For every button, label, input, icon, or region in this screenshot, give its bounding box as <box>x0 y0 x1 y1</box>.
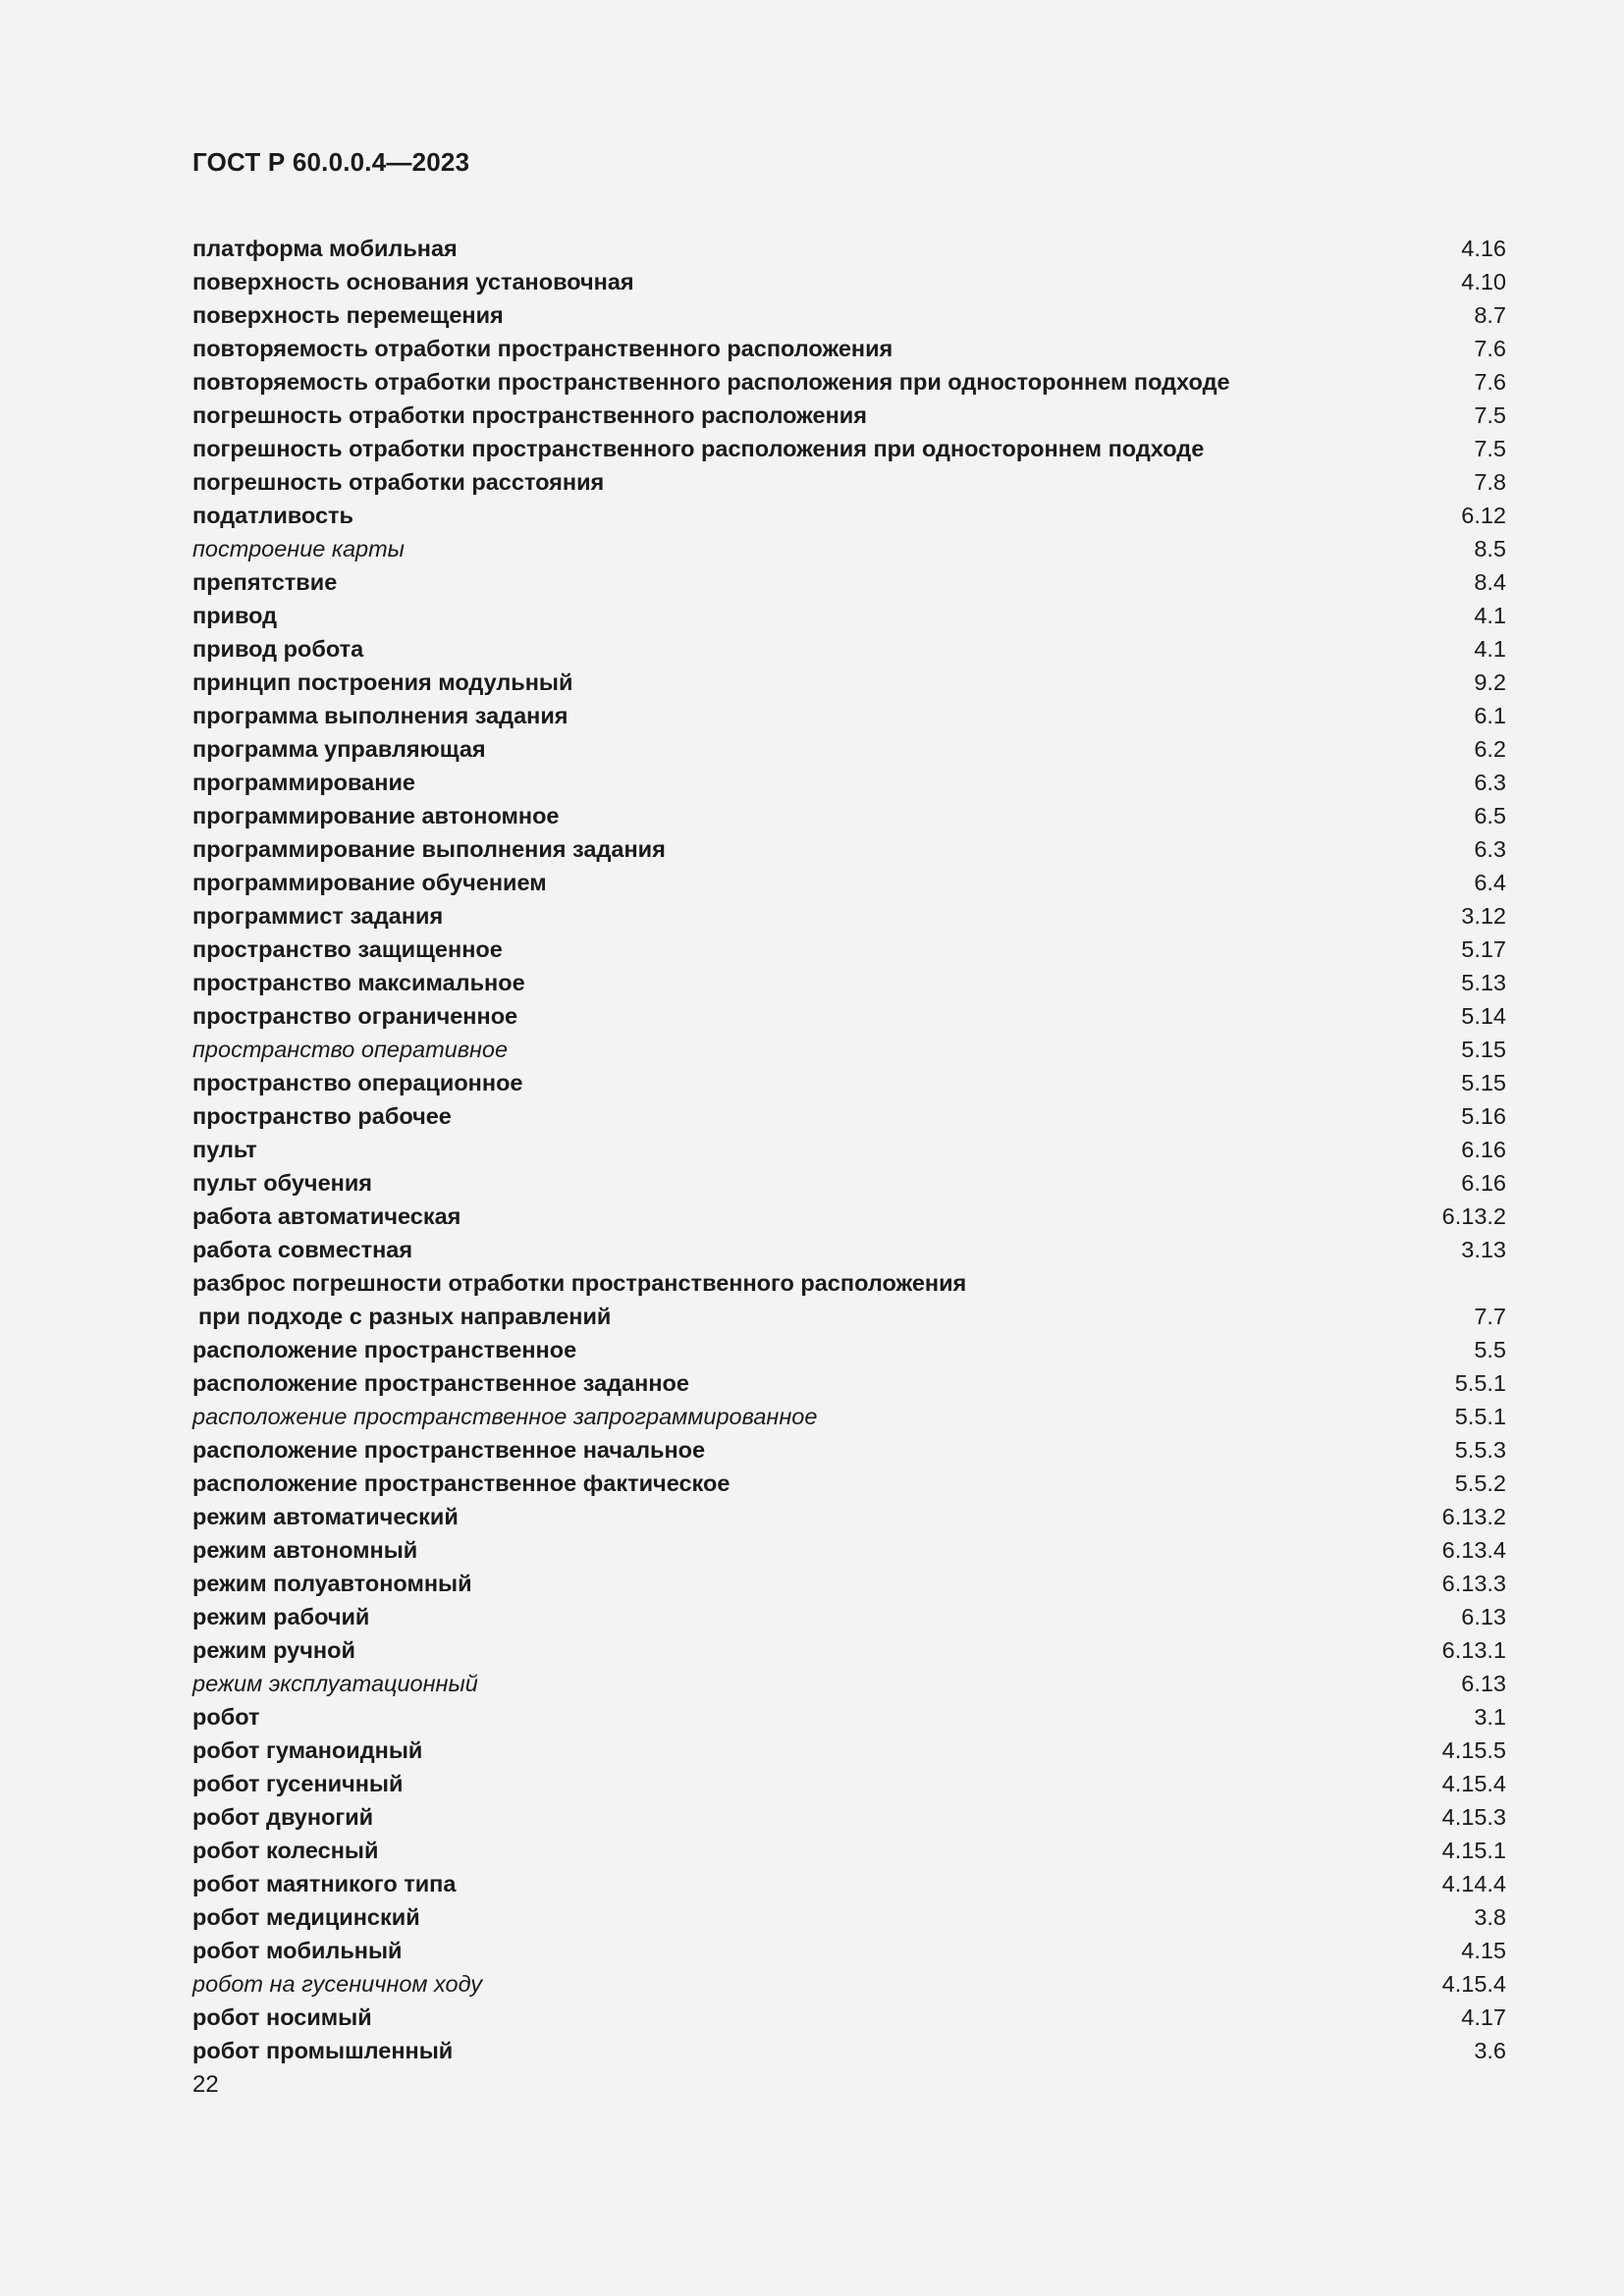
index-entry <box>192 1200 1506 1233</box>
index-entry <box>192 532 1506 565</box>
index-reference: 9.2 <box>1474 669 1506 695</box>
index-entry <box>192 1934 1506 1967</box>
index-entry <box>192 1834 1506 1867</box>
index-reference: 7.6 <box>1474 369 1506 395</box>
index-reference: 7.6 <box>1474 336 1506 361</box>
index-term: поверхность перемещения <box>192 302 504 328</box>
index-entry <box>192 1567 1506 1600</box>
index-reference: 4.17 <box>1461 2004 1506 2030</box>
index-entry <box>192 666 1506 699</box>
index-reference: 8.7 <box>1474 302 1506 328</box>
index-entry <box>192 399 1506 432</box>
index-term: работа автоматическая <box>192 1203 461 1229</box>
index-term: погрешность отработки пространственного расположения <box>192 402 867 428</box>
index-reference: 6.13.2 <box>1441 1504 1506 1529</box>
index-term: пространство операционное <box>192 1070 523 1095</box>
index-entry <box>192 1800 1506 1834</box>
index-entry <box>192 232 1506 265</box>
index-reference: 5.15 <box>1461 1070 1506 1095</box>
index-term: программирование <box>192 770 415 795</box>
index-term: работа совместная <box>192 1237 413 1262</box>
index-entry <box>192 1133 1506 1166</box>
index-entry <box>192 1533 1506 1567</box>
index-entry <box>192 999 1506 1033</box>
index-reference: 5.5 <box>1474 1337 1506 1362</box>
index-term: пульт <box>192 1137 257 1162</box>
index-term: режим полуавтономный <box>192 1571 472 1596</box>
index-reference: 5.15 <box>1461 1037 1506 1062</box>
index-reference: 5.14 <box>1461 1003 1506 1029</box>
index-reference: 6.12 <box>1461 503 1506 528</box>
index-entry <box>192 966 1506 999</box>
document-header: ГОСТ Р 60.0.0.4—2023 <box>192 147 470 177</box>
index-entry <box>192 465 1506 499</box>
index-term: расположение пространственное фактическое <box>192 1470 731 1496</box>
index-term: пространство оперативное <box>192 1037 509 1062</box>
index-reference: 4.14.4 <box>1441 1871 1506 1896</box>
index-reference: 3.13 <box>1461 1237 1506 1262</box>
index-entry <box>192 332 1506 365</box>
index-term: расположение пространственное запрограммированное <box>192 1404 818 1429</box>
index-reference: 3.8 <box>1474 1904 1506 1930</box>
index-reference: 5.5.3 <box>1454 1437 1506 1463</box>
index-entry <box>192 2001 1506 2034</box>
index-reference: 5.16 <box>1461 1103 1506 1129</box>
index-term: робот маятникого типа <box>192 1871 457 1896</box>
index-entry <box>192 1266 1506 1333</box>
index-term: платформа мобильная <box>192 236 458 261</box>
index-entry <box>192 1366 1506 1400</box>
index-entry <box>192 832 1506 866</box>
index-reference: 5.5.1 <box>1454 1404 1506 1429</box>
index-term: робот колесный <box>192 1838 379 1863</box>
index-entry <box>192 1166 1506 1200</box>
index-entry <box>192 1500 1506 1533</box>
index-reference: 4.1 <box>1474 636 1506 662</box>
index-reference: 7.7 <box>1474 1304 1506 1329</box>
index-term: пульт обучения <box>192 1170 372 1196</box>
index-term: препятствие <box>192 569 338 595</box>
index-reference: 5.13 <box>1461 970 1506 995</box>
index-reference: 4.15.4 <box>1441 1971 1506 1997</box>
index-term: расположение пространственное начальное <box>192 1437 706 1463</box>
index-entry <box>192 365 1506 399</box>
index-entry <box>192 2034 1506 2067</box>
index-entry <box>192 1433 1506 1467</box>
index-reference: 6.16 <box>1461 1170 1506 1196</box>
index-term: построение карты <box>192 536 405 561</box>
index-entry <box>192 1333 1506 1366</box>
index-term: принцип построения модульный <box>192 669 573 695</box>
index-entry <box>192 432 1506 465</box>
index-reference: 4.10 <box>1461 269 1506 294</box>
index-term: программирование выполнения задания <box>192 836 666 862</box>
index-reference: 8.5 <box>1474 536 1506 561</box>
index-reference: 5.5.2 <box>1454 1470 1506 1496</box>
index-term: режим автономный <box>192 1537 418 1563</box>
index-reference: 4.16 <box>1461 236 1506 261</box>
index-reference: 5.5.1 <box>1454 1370 1506 1396</box>
index-term: пространство рабочее <box>192 1103 452 1129</box>
index-entry <box>192 632 1506 666</box>
index-term: погрешность отработки расстояния <box>192 469 605 495</box>
index-reference: 3.12 <box>1461 903 1506 929</box>
page-number: 22 <box>192 2071 219 2098</box>
index-reference: 4.15 <box>1461 1938 1506 1963</box>
index-reference: 7.8 <box>1474 469 1506 495</box>
index-term: пространство максимальное <box>192 970 525 995</box>
index-entry <box>192 265 1506 298</box>
index-reference: 6.13.3 <box>1441 1571 1506 1596</box>
index-term: повторяемость отработки пространственного расположения <box>192 336 893 361</box>
index-term: погрешность отработки пространственного расположения при одностороннем подходе <box>192 436 1205 461</box>
index-term: программа выполнения задания <box>192 703 568 728</box>
index-reference: 4.15.4 <box>1441 1771 1506 1796</box>
index-reference: 6.13.1 <box>1441 1637 1506 1663</box>
index-entry <box>192 766 1506 799</box>
index-entry <box>192 799 1506 832</box>
index-entry <box>192 1633 1506 1667</box>
index-term: пространство ограниченное <box>192 1003 518 1029</box>
index-reference: 6.13 <box>1461 1671 1506 1696</box>
index-reference: 6.4 <box>1474 870 1506 895</box>
index-entry <box>192 732 1506 766</box>
index-reference: 6.3 <box>1474 836 1506 862</box>
index-entry <box>192 1033 1506 1066</box>
index-entry <box>192 1099 1506 1133</box>
index-term: привод робота <box>192 636 364 662</box>
index-reference: 3.1 <box>1474 1704 1506 1730</box>
index-term: податливость <box>192 503 354 528</box>
index-reference: 4.15.5 <box>1441 1737 1506 1763</box>
index-entry <box>192 866 1506 899</box>
index-entry <box>192 1867 1506 1900</box>
index-entry <box>192 1734 1506 1767</box>
index-reference: 6.5 <box>1474 803 1506 828</box>
index-reference: 6.13 <box>1461 1604 1506 1629</box>
index-entry <box>192 1233 1506 1266</box>
index-term: расположение пространственное заданное <box>192 1370 689 1396</box>
index-reference: 7.5 <box>1474 436 1506 461</box>
index-reference: 6.16 <box>1461 1137 1506 1162</box>
index-entry <box>192 1667 1506 1700</box>
index-reference: 4.1 <box>1474 603 1506 628</box>
index-term: повторяемость отработки пространственного расположения при одностороннем подходе <box>192 369 1230 395</box>
index-term: программирование обучением <box>192 870 547 895</box>
index-term: программа управляющая <box>192 736 486 762</box>
index-term: робот промышленный <box>192 2038 454 2063</box>
index-term: робот гуманоидный <box>192 1737 423 1763</box>
index-term: режим эксплуатационный <box>192 1671 478 1696</box>
index-reference: 4.15.1 <box>1441 1838 1506 1863</box>
index-reference: 6.3 <box>1474 770 1506 795</box>
index-term: робот носимый <box>192 2004 372 2030</box>
index-entry <box>192 298 1506 332</box>
index-entry <box>192 1066 1506 1099</box>
index-term: робот мобильный <box>192 1938 403 1963</box>
index-reference: 6.1 <box>1474 703 1506 728</box>
index-term: программирование автономное <box>192 803 560 828</box>
index-entry <box>192 1900 1506 1934</box>
index-term: робот гусеничный <box>192 1771 404 1796</box>
index-entry <box>192 1467 1506 1500</box>
index-term: программист задания <box>192 903 444 929</box>
index-term: разброс погрешности отработки пространственного расположения <box>192 1270 967 1296</box>
index-entry <box>192 899 1506 933</box>
index-reference: 4.15.3 <box>1441 1804 1506 1830</box>
index-term: режим рабочий <box>192 1604 370 1629</box>
index-term: робот двуногий <box>192 1804 374 1830</box>
index-entry <box>192 1967 1506 2001</box>
index-term: привод <box>192 603 278 628</box>
index-term: режим ручной <box>192 1637 355 1663</box>
index-reference: 6.13.2 <box>1441 1203 1506 1229</box>
index-entry <box>192 1767 1506 1800</box>
index-term: робот на гусеничном ходу <box>192 1971 483 1997</box>
index-term: пространство защищенное <box>192 936 503 962</box>
index-reference: 7.5 <box>1474 402 1506 428</box>
index-entry <box>192 499 1506 532</box>
index-term: робот медицинский <box>192 1904 420 1930</box>
index-entry <box>192 565 1506 599</box>
index-reference: 8.4 <box>1474 569 1506 595</box>
index-entry <box>192 1700 1506 1734</box>
index-entry <box>192 1400 1506 1433</box>
index-entry <box>192 599 1506 632</box>
index-entry <box>192 1600 1506 1633</box>
index-entry <box>192 699 1506 732</box>
index-entry <box>192 933 1506 966</box>
index-term: поверхность основания установочная <box>192 269 634 294</box>
alphabetical-index <box>192 232 1506 2067</box>
index-reference: 3.6 <box>1474 2038 1506 2063</box>
index-reference: 5.17 <box>1461 936 1506 962</box>
index-reference: 6.2 <box>1474 736 1506 762</box>
index-term: режим автоматический <box>192 1504 459 1529</box>
index-term: робот <box>192 1704 260 1730</box>
index-reference: 6.13.4 <box>1441 1537 1506 1563</box>
index-term-continuation: при подходе с разных направлений <box>198 1304 612 1329</box>
index-term: расположение пространственное <box>192 1337 577 1362</box>
